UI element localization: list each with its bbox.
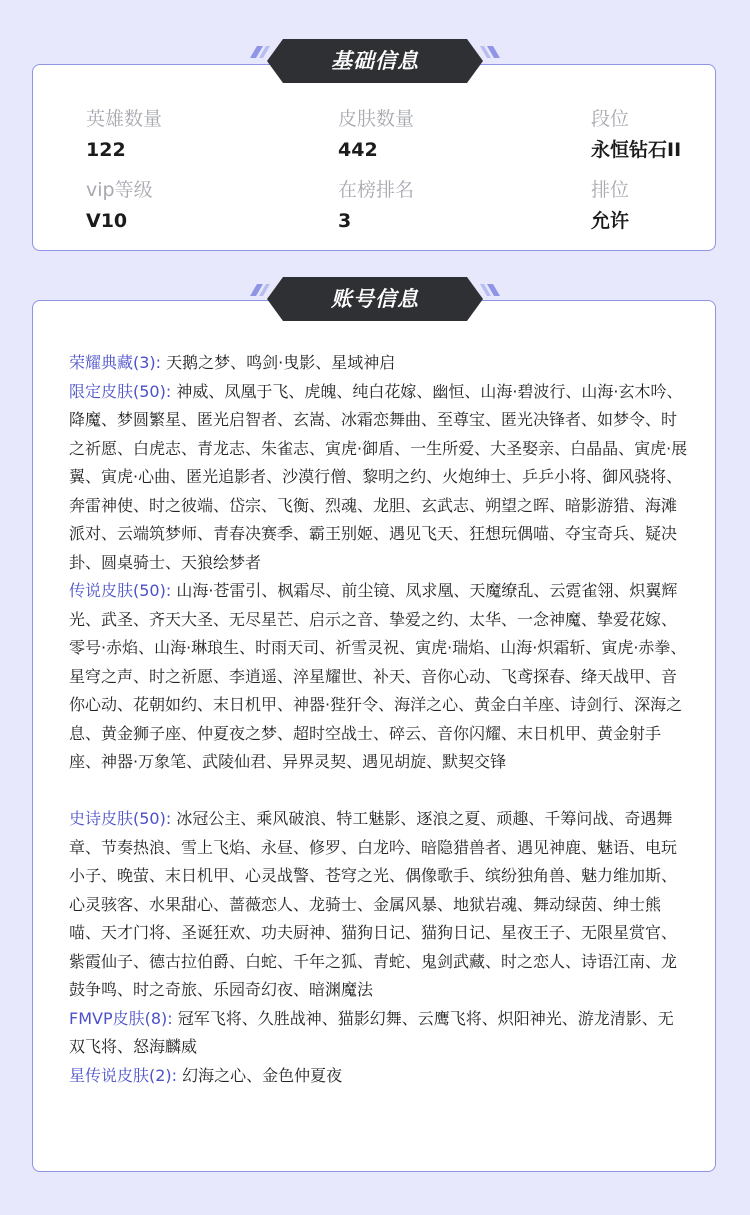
legendary-skins-section [69, 577, 689, 777]
leaderboard-rank-cell [338, 178, 414, 233]
epic-skins-items: 冰冠公主、乘风破浪、特工魅影、逐浪之夏、顽趣、千筹问战、奇遇舞章、节奏热浪、雪上飞焰、永昼、修罗、白龙吟、暗隐猎兽者、遇见神鹿、魅语、电玩小子、晚萤、末日机甲、心灵战警、苍穹之光、偶像歌手、缤纷独角兽、魅力维加斯、心灵骇客、水果甜心、蔷薇恋人、龙骑士、金属风暴、地狱岩魂、舞动绿茵、绅士熊喵、天才门将、圣诞狂欢、功夫厨神、猫狗日记、猫狗日记、星夜王子、无限星赏官、紫霞仙子、德古拉伯爵、白蛇、千年之狐、青蛇、鬼剑武藏、时之恋人、诗语江南、龙鼓争鸣、时之奇旅、乐园奇幻夜、暗渊魔法 [69, 809, 678, 999]
skin-count-label: 皮肤数量 [338, 108, 415, 130]
legendary-skins-label: 传说皮肤(50): [69, 581, 172, 600]
basic-info-title: 基础信息 [331, 49, 419, 73]
rank-tier-label: 段位 [591, 108, 630, 130]
account-info-banner [247, 276, 503, 322]
rank-tier-value: 永恒钻石II [591, 139, 682, 161]
skin-count-value: 442 [338, 139, 378, 161]
basic-info-card [32, 64, 716, 251]
rank-tier-cell [591, 107, 681, 162]
section-spacer [69, 777, 689, 806]
glory-collection-label: 荣耀典藏(3): [69, 353, 162, 372]
skin-count-cell [338, 107, 414, 162]
hero-count-cell [86, 107, 162, 162]
limited-skins-label: 限定皮肤(50): [69, 381, 172, 401]
legendary-skins-items: 山海·苍雷引、枫霜尽、前尘镜、凤求凰、天魔缭乱、云霓雀翎、炽翼辉光、武圣、齐天大圣、无尽星芒、启示之音、挚爱之约、太华、一念神魔、挚爱花嫁、零号·赤焰、山海·琳琅生、时雨天司、祈雪灵祝、寅虎·瑞焰、山海·炽霜斩、寅虎·赤拳、星穹之声、时之祈愿、李逍遥、淬星耀世、补天、音你心动、飞鸢探春、绛天战甲、音你心动、花朝如约、末日机甲、神器·狴犴令、海洋之心、黄金白羊座、诗剑行、深海之息、黄金狮子座、仲夏夜之梦、超时空战士、碎云、音你闪耀、末日机甲、黄金射手座、神器·万象笔、武陵仙君、异界灵契、遇见胡旋、默契交锋 [69, 581, 687, 771]
ranked-allowed-value: 允许 [591, 210, 630, 232]
star-legend-skins-label: 星传说皮肤(2): [69, 1065, 178, 1085]
account-info-card [32, 300, 716, 1172]
fmvp-skins-section [69, 1005, 689, 1062]
vip-level-label: vip等级 [86, 179, 153, 201]
star-legend-skins-items: 幻海之心、金色仲夏夜 [182, 1065, 343, 1085]
hero-count-label: 英雄数量 [86, 108, 163, 130]
hero-count-value: 122 [86, 139, 126, 161]
star-legend-skins-section [69, 1062, 689, 1091]
vip-level-value: V10 [86, 210, 128, 232]
fmvp-skins-label: FMVP皮肤(8): [69, 1008, 173, 1028]
leaderboard-rank-value: 3 [338, 210, 352, 232]
vip-level-cell [86, 178, 153, 233]
ranked-allowed-cell [591, 178, 629, 233]
fmvp-skins-items: 冠军飞将、久胜战神、猫影幻舞、云鹰飞将、炽阳神光、游龙清影、无双飞将、怒海麟威 [69, 1008, 674, 1056]
account-info-title: 账号信息 [331, 287, 419, 311]
epic-skins-label: 史诗皮肤(50): [69, 809, 172, 828]
epic-skins-section [69, 805, 689, 1005]
limited-skins-items: 神威、凤凰于飞、虎魄、纯白花嫁、幽恒、山海·碧波行、山海·玄木吟、降魔、梦圆繁星、匿光启智者、玄嵩、冰霜恋舞曲、至尊宝、匿光决锋者、如梦令、时之祈愿、白虎志、青龙志、朱雀志、寅虎·御盾、一生所爱、大圣娶亲、白晶晶、寅虎·展翼、寅虎·心曲、匿光追影者、沙漠行僧、黎明之约、火炮绅士、乒乒小将、御风骁将、奔雷神使、时之彼端、岱宗、飞衡、烈魂、龙胆、玄武志、朔望之晖、暗影游猎、海滩派对、云端筑梦师、青春决赛季、霸王别姬、遇见飞天、狂想玩偶喵、夺宝奇兵、疑决卦、圆桌骑士、天狼绘梦者 [69, 381, 688, 572]
account-info-content [69, 349, 689, 1090]
limited-skins-section [69, 378, 689, 578]
ranked-allowed-label: 排位 [591, 179, 630, 201]
glory-collection-items: 天鹅之梦、鸣剑·曳影、星域神启 [166, 353, 396, 372]
leaderboard-rank-label: 在榜排名 [338, 179, 415, 201]
basic-info-banner [247, 38, 503, 84]
glory-collection-section [69, 349, 689, 378]
